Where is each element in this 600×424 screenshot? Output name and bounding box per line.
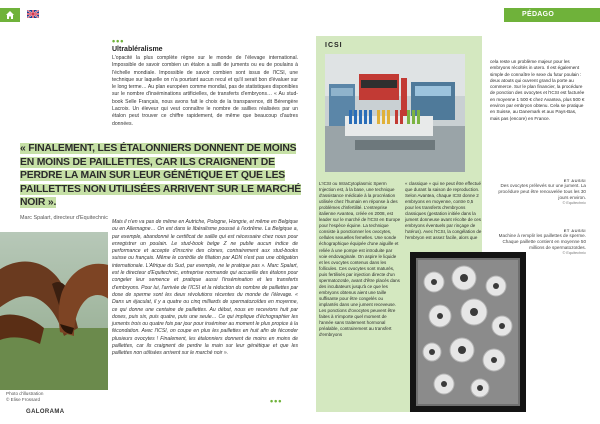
horses-photo	[0, 232, 108, 390]
home-button[interactable]	[0, 8, 20, 22]
pull-quote	[20, 142, 302, 221]
sidebar-note	[490, 178, 586, 205]
photo-credit: © Elise Frossard	[6, 397, 41, 402]
infobox-right-column	[490, 59, 586, 122]
sidebar-note-text: Machine à remplir les paillettes de sperme. Chaque paillette contient en moyenne 50 millions de spermatozoïdes.	[498, 233, 586, 251]
article-intro-column	[112, 46, 298, 128]
home-icon	[5, 10, 15, 20]
infobox-text-2: « classique » qui ne peut être effectué que durant la saison de reproduction. Selon Avantea, chaque ICSI donne 2 embryons en moyenne, contre 0,5 pour les transferts d'embryons classiques (gestation initiée dans la jument donneuse avant récolte de ces embryons éventuels par rinçage de l'utérus). Avec l'ICSI, la congélation de l'embryon est assez facile, alors que	[405, 181, 482, 241]
infobox-column-2	[405, 181, 483, 241]
sidebar-note	[490, 228, 586, 255]
article-intro: L'opacité la plus complète règne sur le monde de l'élevage international. Impossible de savoir combien un étalon a sailli de juments ou eu de poulains à l'échelle mondiale. Impossible de savoir combien sont issus de l'ICSI, une technique sur laquelle on n'a pourtant aucun recul et qu'il serait bon d'évaluer sur le long terme… Au plan européen comme mondial, pas de statistiques disponibles sur le nombre d'inséminations artificielles, de transferts d'embryons… « Au stud-book Selle Français, nous avons fait le choix de la transparence, dit Bérengère Lacroix. Un éleveur qui veut connaître le nombre de saillies réalisées par un étalon peut trouver ce chiffre rapidement, de même que beaucoup d'autres données.	[112, 55, 298, 127]
article-body-column	[112, 219, 298, 358]
decorative-dots: •••	[112, 36, 125, 46]
infobox-column-1	[319, 181, 401, 338]
uk-flag-icon[interactable]	[27, 10, 39, 18]
sidebar-note-tag: ET AUSSI	[563, 178, 586, 183]
photo-caption	[6, 391, 43, 403]
sidebar-note-credit: © Equitechnic	[562, 251, 586, 256]
sidebar-note-credit: © Equitechnic	[562, 201, 586, 206]
decorative-dots-bottom: •••	[270, 396, 283, 406]
oocytes-microscope-photo	[410, 252, 526, 412]
magazine-brand: GALORAMA	[26, 409, 65, 415]
infobox-title: ICSI	[325, 42, 343, 49]
top-bar	[0, 0, 600, 22]
lab-machine-photo	[325, 54, 465, 172]
infobox-text-right: cela reste un problème majeur pour les embryons récoltés in utero. Il est également simple de connaître le sexe du futur poulain : deux atouts qui ouvrent grand la porte au commerce. Sur le plan financier, la procédure de ponction des ovocytes et l'ICSI est facturée en moyenne 1 500 € chez Avantea, plus 500 € environ par embryon obtenu. Cela se pratique en Suisse, au Danemark et aux Pays-Bas, mais pas (encore) en France.	[490, 59, 585, 121]
infobox-text-1: L'ICSI ou IntraCytoplasmic Sperm Injection est, à la base, une technique d'assistance médicale à la procréation utilisée chez l'humain en réponse à des problèmes d'infertilité. L'entreprise italienne Avantea, créée en 2008, est leader sur le marché de l'ICSI en Europe pour l'espèce équine. La technique consiste à ponctionner les ovocytes, cellules sexuelles femelles. Une sonde échographique équipée d'une aiguille et reliée à une pompe est introduite par voie endovaginale. On aspire le liquide et les ovocytes contenus dans les follicules. Ces ovocytes sont maturés, puis fertilisés par injection directe d'un spermatozoïde, avant d'être placés dans des incubateurs jusqu'à ce que les embryons obtenus aient une taille suffisante pour être congelés ou implantés dans une jument receveuse. Les ponctions d'ovocytes peuvent être faites à n'importe quel moment de l'année sans traitement hormonal préalable, contrairement au transfert d'embryons	[319, 181, 401, 338]
pull-quote-attribution: Marc Spalart, directeur d'Equitechnic	[20, 214, 108, 221]
sidebar-note-text: Des ovocytes prélevés sur une jument. La procédure peut être renouvelée tous les 30 jours environ.	[498, 183, 586, 201]
article-subhead: Ultrabléralisme	[112, 46, 163, 53]
photo-caption-text: Photo d'illustration	[6, 391, 44, 396]
article-body: Mais il n'en va pas de même en Autriche, Pologne, Hongrie, et même en Belgique ou en Allemagne… On est dans le libéralisme poussé à l'extrême. La Belgique a, par exemple, abandonné le certificat de saillie qui est nécessaire chez nous pour enregistrer un poulain. Le stud-book belge Z ne publie aucun indice de performance et accepte d'inscrire des clones, contrairement aux stud-books suisse ou français. Même le contrôle de filiation par ADN n'est pas une obligation internationale. L'Afrique du Sud, par exemple, ne le pratique pas ». Marc Spalart, est le directeur d'Equitechnic, entreprise normande qui accueille des étalons pour congeler leur semence et pratique aussi l'insémination et les transferts d'embryons. Pour lui, l'arrivée de l'ICSI et la réduction du nombre de paillettes par dose de sperme sont les deux révolutions récentes du monde de l'élevage. « Dans un éjaculat, il y a quatre ou cinq milliards de spermatozoïdes en moyenne, ce qui donne une centaine de paillettes. Au début, nous en recevions huit par doses, puis six, puis quatre, puis une seule… Ce qui implique d'échographier les juments trois ou quatre fois par jour pour inséminer au moment le plus propice à la fécondation. Avec l'ICSI, on coupe en plus les paillettes en huit afin de féconder plusieurs ovocytes ! Finalement, les étalonniers donnent de moins en moins de paillettes, car ils craignent de perdre la main sur leur génétique et que les paillettes non utilisées arrivent sur le marché noir ».	[112, 219, 298, 357]
sidebar-note-tag: ET AUSSI	[563, 228, 586, 233]
pull-quote-text: « FINALEMENT, LES ÉTALONNIERS DONNENT DE MOINS EN MOINS DE PAILLETTES, CAR ILS CRAIGNENT DE PERDRE LA MAIN SUR LEUR GÉNÉTIQUE ET QUE LES PAILLETTES NON UTILISÉES ARRIVENT SUR LE MARCHÉ NOIR ».	[20, 143, 301, 209]
section-label[interactable]: PÉDAGO	[504, 8, 600, 22]
